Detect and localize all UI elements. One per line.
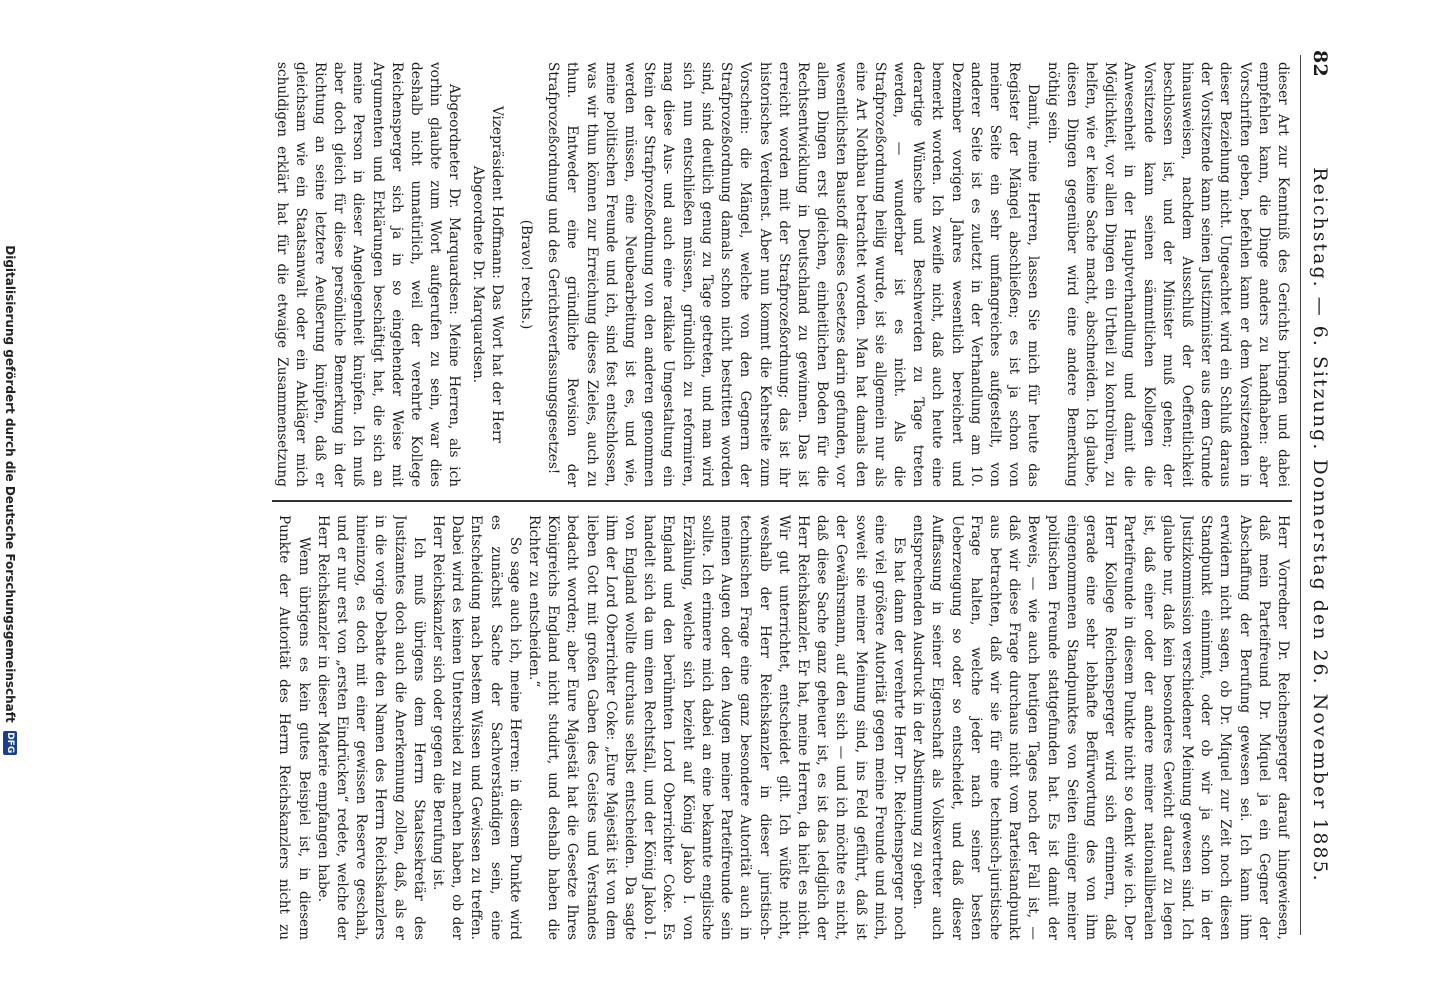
paragraph: So sage auch ich, meine Herren: in diesem Punkte wird es zunächst Sache der Sachverständigen sein, eine Entscheidung nach bestem Wissen und Gewissen zu treffen. Dabei wird es keinen Unterschied zu machen haben, ob der Herr Reichskanzler sich oder gegen die Berufung ist. (430, 515, 523, 940)
page-header (1300, 50, 1340, 940)
applause-note: (Bravo! rechts.) (518, 219, 535, 330)
paragraph: Wenn übrigens es kein gutes Beispiel ist, in diesem Punkte der Autorität des Herrn Reichskanzlers nicht zu (276, 515, 312, 940)
paragraph: Es hat dann der verehrte Herr Dr. Reichensperger noch eine viel größere Autorität gegen meine Freunde und mich, soweit sie meiner Meinung sind, ins Feld geführt, daß ist der Gewährsmann, auf den sich — und ich möchte es nicht, daß diese Sache ganz geheuer ist, es ist das lediglich der Herr Reichskanzler. Er hat, meine Herren, da hielt es nicht. Wir gut unterrichtet, entscheidet gilt. Ich wüßte nicht, weshalb der Herr Reichskanzler in dieser juristisch-technischen Frage eine ganz besondere Autorität auch in meinen Augen oder den Augen meiner Parteifreunde sein sollte. Ich erinnere mich dabei an eine bekannte englische Erzählung, welche sich bezieht auf König Jakob I. von England und den berühmten Lord Oberrichter Coke. Es handelt sich da um einen Rechtsfall, und der König Jakob I. von England wollte durchaus selbst entscheiden. Da sagte ihm der Lord Oberrichter Coke: „Eure Majestät ist von dem lieben Gott mit großen Gaben des Geistes und Verstandes bedacht worden; aber Eure Majestät hat die Gesetze Ihres Königreichs England nicht studirt, und deshalb haben die Richter zu entscheiden.“ (526, 515, 907, 940)
running-title: Reichstag. — 6. Sitzung. Donnerstag den 26. November 1885. (1309, 167, 1331, 883)
paragraph: Damit, meine Herren, lassen Sie mich für heute das Register der Mängel abschließen; es ist ja schon von meiner Seite ein sehr umfangreiches aufgestellt, von anderer Seite ist es zuletzt in der Verhandlung am 10. Dezember vorigen Jahres wesentlich bereichert und bemerkt worden. Ich zweifle nicht, daß auch heute eine derartige Wünsche und Beschwerden zu Tage treten werden, — wunderbar ist es nicht. Als die Strafprozeßordnung heilig wurde, ist sie allgemein nur als eine Art Nothbau betrachtet worden. Man hat damals den wesentlichsten Baustoff dieses Gesetzes darin gefunden, vor allem Dingen erst gleichen, einheitlichen Boden für die Rechtsentwicklung in Deutschland zu gewinnen. Das ist erreicht worden mit der Strafprozeßordnung; das ist ihr historisches Verdienst. Aber nun kommt die Kehrseite zum Vorschein: die Mängel, welche von den Gegnern der Strafprozeßordnung damals schon nicht bestritten worden sind, sind deutlich genug zu Tage getreten, und man wird sich nun entschließen müssen, gründlich zu reformiren, mag diese Aus- und auch eine radikale Umgestaltung ein Stein der Strafprozeßordnung von den anderen genommen werden müssen, eine Neubearbeitung ist es, und wie, meine politischen Freunde und ich, sind fest entschlossen, was wir thun können zur Erreichung dieses Zieles, auch zu thun. Entweder eine gründliche Revision der Strafprozeßordnung und des Gerichtsverfassungsgesetzes! (545, 62, 1042, 487)
column-divider (272, 500, 1292, 502)
speaker-intro: Vizepräsident Hoffmann: Das Wort hat der Herr Abgeordnete Dr. Marquardsen. (469, 105, 505, 444)
paragraph: dieser Art zur Kenntniß des Gerichts bringen und dabei empfehlen kann, die Dinge anders zu handhaben: aber Vorschriften geben, befehlen kann er dem Vorsitzenden in dieser Beziehung nicht. Ungeachtet wird ein Schluß daraus der Vorsitzende kann seinen Justizminister aus dem Grunde hinausweisen, nachdem Ausschluß der Oeffentlichkeit beschlossen ist, und der Minister muß gehen; der Vorsitzende kann seinen sämmtlichen Kollegen die Anwesenheit in der Hauptverhandlung und damit die Möglichkeit, vor allen Dingen ein Urtheil zu kontroliren, zu helfen, wie er keine Sache macht, abschneiden. Ich glaube, diesen Dingen gegenüber wird eine andere Bemerkung nöthig sein. (1044, 62, 1291, 487)
digitization-footer (0, 0, 20, 1000)
paragraph: Herr Vorredner Dr. Reichensperger darauf hingewiesen, daß mein Parteifreund Dr. Miquel ja ein Gegner der Abschaffung der Berufung gewesen sei. Ich kann ihm erwidern nicht sagen, ob Dr. Miquel zur Zeit noch diesen Standpunkt einnimmt, oder ob wir ja schon in der Justizkommission verschiedener Meinung gewesen sind. Ich glaube nur, daß kein besonderes Gewicht darauf zu legen ist, daß einer oder der andere meiner nationalliberalen Parteifreunde in diesem Punkte nicht so denkt wie ich. Der Herr Kollege Reichensperger wird sich erinnern, daß gerade eine sehr lebhafte Befürwortung des von ihm eingenommenen Standpunktes von Seiten einiger meiner politischen Freunde stattgefunden hat. Es ist damit der Beweis, — wie auch heutigen Tages noch der Fall ist, — daß wir diese Frage durchaus nicht vom Parteistandpunkt aus betrachten, daß wir sie für eine technisch-juristische Frage halten, welche jeder nach seiner besten Ueberzeugung so oder so entscheidet, und daß dieser Auffassung in seiner Eigenschaft als Volksvertreter auch entsprechenden Ausdruck in der Abstimmung zu geben. (910, 515, 1291, 940)
header-rule (1300, 55, 1301, 935)
dfg-logo-icon: DFG (5, 732, 15, 754)
paragraph: Abgeordneter Dr. Marquardsen: Meine Herren, als ich vorhin glaubte zum Wort aufgerufen zu sein, war dies deshalb nicht unnatürlich, weil der verehrte Kollege Reichensperger sich ja in so eingehender Weise mit Argumenten und Erklärungen beschäftigt hat, die sich an meine Person in dieser Angelegenheit knüpfen. Ich muß aber doch gleich für diese persönliche Bemerkung in der Richtung an seine letztere Aeußerung knüpfen, daß er gleichsam wie ein Staatsanwalt oder ein Ankläger mich schuldigen erklärt hat für die etwaige Zusammensetzung (273, 62, 463, 487)
right-column (272, 515, 1292, 940)
paragraph: Ich muß übrigens dem Herrn Staatssekretär des Justizamtes doch auch die Anerkennung zollen, daß, als er in die vorige Debatte den Namen des Herrn Reichskanzlers hineinzog, es doch mit einer gewissen Reserve geschah, und er nur erst von „ersten Eindrücken“ redete, welche der Herr Reichskanzler in dieser Materie empfangen habe. (314, 515, 427, 940)
page-number: 82 (1309, 50, 1331, 78)
footer-text: Digitalisierung gefördert durch die Deutsche Forschungsgemeinschaft (3, 245, 17, 723)
left-column (272, 62, 1292, 487)
